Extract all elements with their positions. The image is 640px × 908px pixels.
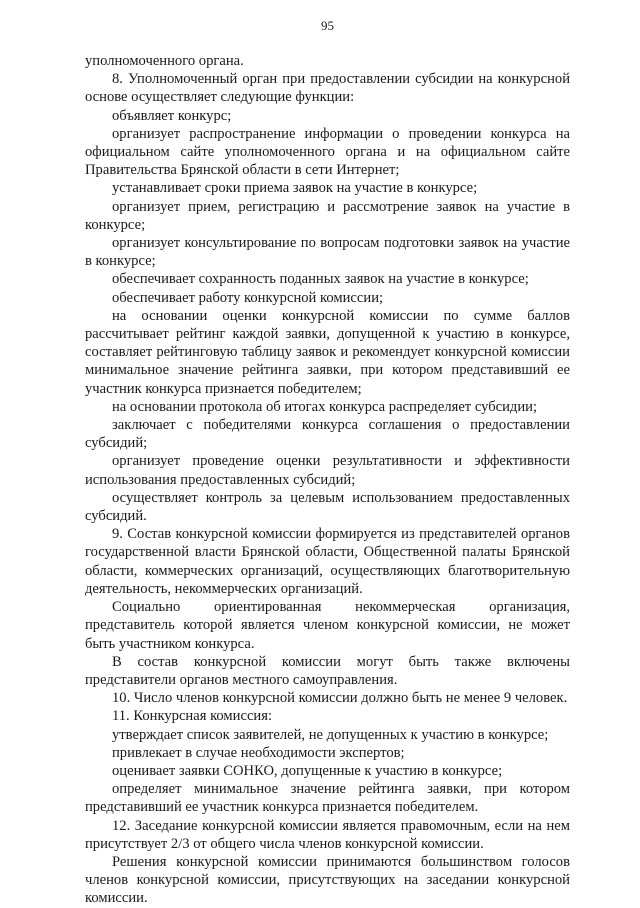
paragraph: организует прием, регистрацию и рассмотрение заявок на участие в конкурсе;	[85, 198, 570, 233]
paragraph: организует консультирование по вопросам подготовки заявок на участие в конкурсе;	[85, 235, 570, 270]
paragraph: определяет минимальное значение рейтинга заявки, при котором представивший ее участник конкурса признается победителем.	[85, 781, 570, 816]
paragraph: объявляет конкурс;	[112, 107, 232, 124]
paragraph: Решения конкурсной комиссии принимаются большинством голосов членов конкурсной комиссии, присутствующих на заседании конкурсной комиссии.	[85, 853, 570, 907]
paragraph: В состав конкурсной комиссии могут быть также включены представители органов местного самоуправления.	[85, 653, 570, 688]
paragraph: организует проведение оценки результативности и эффективности использования предоставленных субсидий;	[85, 453, 570, 488]
document-page	[85, 18, 570, 908]
paragraph: уполномоченного органа.	[85, 53, 244, 69]
paragraph: привлекает в случае необходимости экспертов;	[112, 744, 405, 761]
paragraph: утверждает список заявителей, не допущенных к участию в конкурсе;	[112, 726, 549, 743]
paragraph: оценивает заявки СОНКО, допущенные к участию в конкурсе;	[112, 762, 503, 779]
page-number: 95	[321, 18, 334, 33]
paragraph: 12. Заседание конкурсной комиссии является правомочным, если на нем присутствует 2/3 от общего числа членов конкурсной комиссии.	[85, 817, 570, 852]
paragraph: осуществляет контроль за целевым использованием предоставленных субсидий.	[85, 489, 570, 525]
paragraph: организует распространение информации о проведении конкурса на официальном сайте уполномоченного органа и на официальном сайте Правительства Брянской области в сети Интернет;	[85, 125, 570, 179]
paragraph: 10. Число членов конкурсной комиссии должно быть не менее 9 человек.	[112, 690, 568, 707]
paragraph: обеспечивает сохранность поданных заявок на участие в конкурсе;	[112, 271, 529, 288]
paragraph: 9. Состав конкурсной комиссии формируется из представителей органов государственной власти Брянской области, Общественной палаты Брянской области, коммерческих организаций, осуществляющих благотворительную деятельность, некоммерческих организаций.	[85, 526, 570, 597]
paragraph: на основании протокола об итогах конкурса распределяет субсидии;	[112, 398, 538, 415]
paragraph: обеспечивает работу конкурсной комиссии;	[112, 289, 384, 306]
paragraph: устанавливает сроки приема заявок на участие в конкурсе;	[112, 180, 478, 197]
paragraph: на основании оценки конкурсной комиссии по сумме баллов рассчитывает рейтинг каждой заявки, допущенной к участию в конкурсе, составляет рейтинговую таблицу заявок и рекомендует конкурсной комиссии минимальное значение рейтинга заявки, при котором представивший ее участник конкурса признается победителем;	[85, 307, 570, 397]
paragraph: 8. Уполномоченный орган при предоставлении субсидии на конкурсной основе осуществляет следующие функции:	[85, 71, 570, 106]
paragraph: 11. Конкурсная комиссия:	[112, 708, 273, 725]
paragraph: Социально ориентированная некоммерческая организация, представитель которой является членом конкурсной комиссии, не может быть участником конкурса.	[85, 599, 570, 652]
paragraph: заключает с победителями конкурса соглашения о предоставлении субсидий;	[85, 417, 570, 452]
